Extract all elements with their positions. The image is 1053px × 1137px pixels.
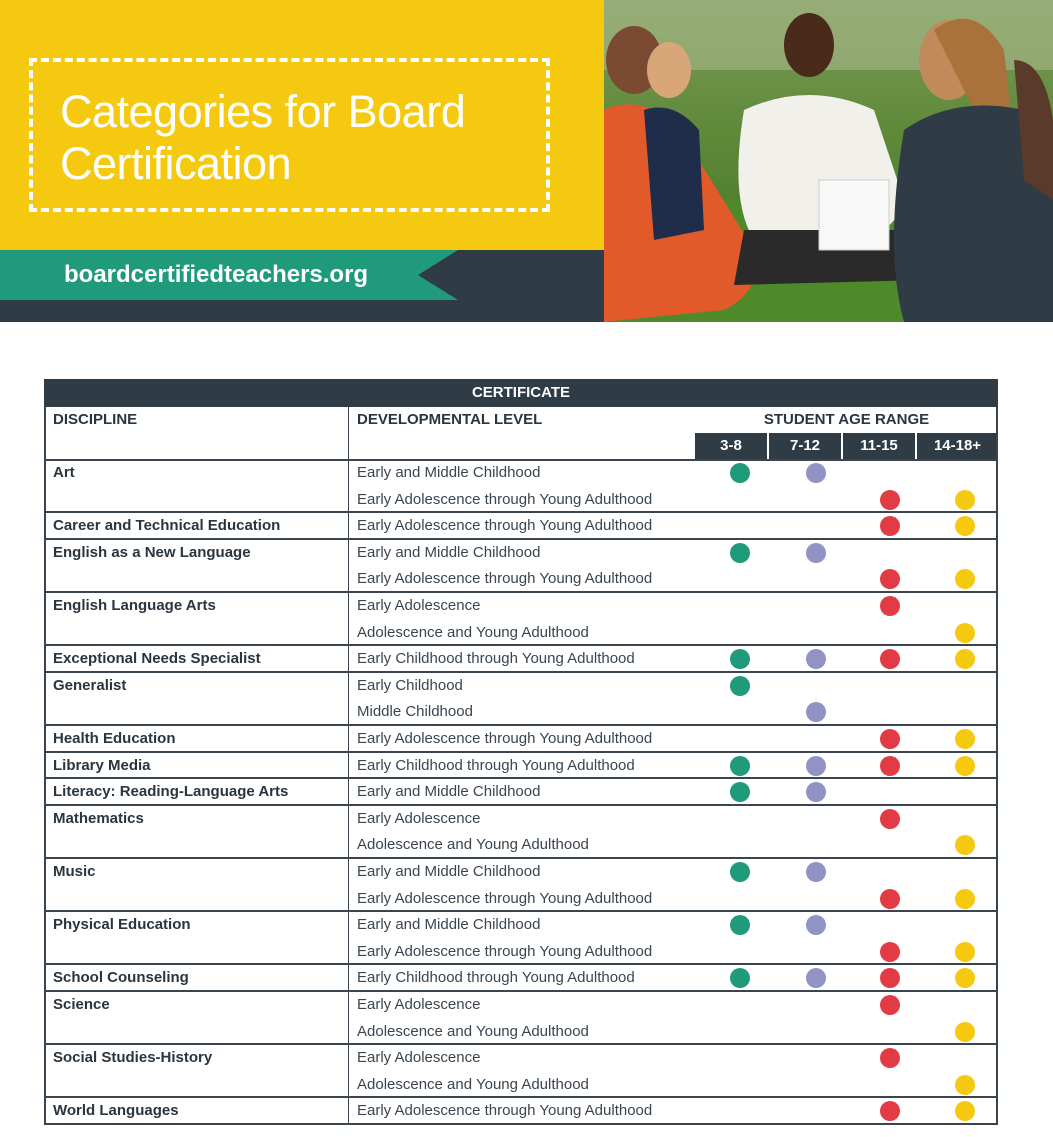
age-dot-7-12 — [806, 649, 826, 669]
developmental-level: Early Adolescence — [357, 996, 481, 1013]
column-divider — [348, 806, 349, 859]
age-dot-14-18+ — [955, 756, 975, 776]
age-dot-14-18+ — [955, 835, 975, 855]
table-row — [44, 726, 998, 753]
developmental-level: Early and Middle Childhood — [357, 783, 541, 801]
column-divider — [348, 912, 349, 965]
table-row — [44, 965, 998, 992]
age-dot-14-18+ — [955, 649, 975, 669]
discipline-name: Music — [53, 863, 96, 880]
title-line-1: Categories for Board — [60, 86, 466, 137]
age-dot-14-18+ — [955, 729, 975, 749]
students-photo — [604, 0, 1053, 322]
developmental-level: Early Childhood — [357, 676, 463, 694]
developmental-level: Early Adolescence through Young Adulthood — [357, 730, 653, 747]
developmental-level: Early Adolescence — [357, 1049, 481, 1067]
table-row — [44, 593, 998, 646]
age-range-14-18+: 14-18+ — [917, 433, 998, 459]
table-row — [44, 513, 998, 540]
table-row — [44, 859, 998, 912]
developmental-level: Early Childhood through Young Adulthood — [357, 756, 635, 774]
age-dot-3-8 — [730, 649, 750, 669]
discipline-name: Literacy: Reading-Language Arts — [53, 783, 289, 801]
age-dot-11-15 — [880, 968, 900, 988]
developmental-level: Early and Middle Childhood — [357, 464, 541, 481]
age-range-3-8: 3-8 — [695, 433, 767, 459]
age-dot-3-8 — [730, 915, 750, 935]
age-dot-7-12 — [806, 968, 826, 988]
age-dot-3-8 — [730, 543, 750, 563]
student-age-range-header: STUDENT AGE RANGE — [763, 411, 930, 428]
age-dot-11-15 — [880, 1048, 900, 1068]
age-dot-11-15 — [880, 649, 900, 669]
table-row — [44, 1098, 998, 1125]
column-divider — [348, 992, 349, 1045]
developmental-level: Early Adolescence through Young Adulthood — [357, 517, 653, 535]
certificate-header: CERTIFICATE — [44, 379, 998, 407]
discipline-name: Library Media — [53, 756, 151, 774]
developmental-level: Adolescence and Young Adulthood — [357, 836, 589, 854]
table-row — [44, 540, 998, 593]
age-dot-14-18+ — [955, 1022, 975, 1042]
age-dot-11-15 — [880, 942, 900, 962]
age-dot-14-18+ — [955, 968, 975, 988]
table-row — [44, 646, 998, 673]
age-dot-7-12 — [806, 702, 826, 722]
header-column-divider — [348, 407, 349, 459]
discipline-name: English as a New Language — [53, 543, 251, 561]
discipline-name: Mathematics — [53, 809, 144, 827]
age-dot-7-12 — [806, 915, 826, 935]
column-divider — [348, 753, 349, 780]
age-dot-11-15 — [880, 729, 900, 749]
developmental-level: Early Adolescence through Young Adulthood — [357, 490, 653, 508]
developmental-level: Early Childhood through Young Adulthood — [357, 650, 635, 668]
table-row — [44, 912, 998, 965]
column-divider — [348, 646, 349, 673]
age-dot-7-12 — [806, 782, 826, 802]
developmental-level-header: DEVELOPMENTAL LEVEL — [357, 411, 543, 428]
age-dot-3-8 — [730, 756, 750, 776]
developmental-level: Early and Middle Childhood — [357, 543, 541, 561]
age-dot-11-15 — [880, 809, 900, 829]
age-range-11-15: 11-15 — [843, 433, 915, 459]
table-row — [44, 460, 998, 513]
age-dot-3-8 — [730, 968, 750, 988]
column-divider — [348, 593, 349, 646]
age-dot-7-12 — [806, 543, 826, 563]
developmental-level: Early Adolescence through Young Adulthood — [357, 570, 653, 588]
age-dot-14-18+ — [955, 490, 975, 510]
age-dot-11-15 — [880, 490, 900, 510]
column-divider — [348, 513, 349, 540]
developmental-level: Adolescence and Young Adulthood — [357, 1075, 589, 1093]
age-dot-11-15 — [880, 516, 900, 536]
website-link[interactable]: boardcertifiedteachers.org — [64, 261, 369, 288]
age-dot-11-15 — [880, 995, 900, 1015]
discipline-name: Career and Technical Education — [53, 517, 281, 535]
age-dot-3-8 — [730, 463, 750, 483]
developmental-level: Middle Childhood — [357, 703, 473, 721]
discipline-name: Generalist — [53, 676, 127, 694]
column-divider — [348, 965, 349, 992]
age-dot-11-15 — [880, 889, 900, 909]
age-dot-14-18+ — [955, 569, 975, 589]
table-row — [44, 1045, 998, 1098]
age-dot-14-18+ — [955, 516, 975, 536]
developmental-level: Early and Middle Childhood — [357, 863, 541, 880]
discipline-name: World Languages — [53, 1102, 179, 1120]
developmental-level: Adolescence and Young Adulthood — [357, 623, 589, 641]
discipline-name: Physical Education — [53, 916, 191, 934]
developmental-level: Early Adolescence through Young Adulthood — [357, 889, 653, 907]
developmental-level: Early Adolescence through Young Adulthood — [357, 1102, 653, 1120]
developmental-level: Early Adolescence — [357, 809, 481, 827]
developmental-level: Early Adolescence — [357, 597, 481, 614]
age-dot-3-8 — [730, 862, 750, 882]
age-dot-3-8 — [730, 676, 750, 696]
column-divider — [348, 1045, 349, 1098]
column-divider — [348, 540, 349, 593]
column-divider — [348, 460, 349, 513]
age-dot-3-8 — [730, 782, 750, 802]
header-banner — [0, 0, 1053, 322]
age-dot-7-12 — [806, 756, 826, 776]
age-dot-11-15 — [880, 756, 900, 776]
outer-right-border — [996, 407, 998, 1125]
table-row — [44, 779, 998, 806]
page-title — [60, 86, 540, 190]
developmental-level: Adolescence and Young Adulthood — [357, 1022, 589, 1040]
column-divider — [348, 1098, 349, 1125]
discipline-name: Social Studies-History — [53, 1049, 213, 1067]
title-line-2: Certification — [60, 138, 292, 189]
column-divider — [348, 779, 349, 806]
table-row — [44, 806, 998, 859]
discipline-name: Art — [53, 464, 75, 481]
age-dot-7-12 — [806, 463, 826, 483]
developmental-level: Early Childhood through Young Adulthood — [357, 969, 635, 987]
age-dot-14-18+ — [955, 1101, 975, 1121]
discipline-name: Science — [53, 996, 110, 1013]
column-divider — [348, 673, 349, 726]
table-row — [44, 673, 998, 726]
developmental-level: Early Adolescence through Young Adulthood — [357, 942, 653, 960]
age-dot-14-18+ — [955, 942, 975, 962]
table-row — [44, 992, 998, 1045]
outer-left-border — [44, 407, 46, 1125]
age-range-7-12: 7-12 — [769, 433, 841, 459]
discipline-name: English Language Arts — [53, 597, 216, 614]
developmental-level: Early and Middle Childhood — [357, 916, 541, 934]
age-dot-11-15 — [880, 1101, 900, 1121]
age-dot-7-12 — [806, 862, 826, 882]
discipline-name: Health Education — [53, 730, 176, 747]
age-dot-14-18+ — [955, 889, 975, 909]
discipline-name: School Counseling — [53, 969, 189, 987]
age-dot-14-18+ — [955, 623, 975, 643]
age-dot-11-15 — [880, 596, 900, 616]
column-divider — [348, 859, 349, 912]
age-dot-11-15 — [880, 569, 900, 589]
column-divider — [348, 726, 349, 753]
table-row — [44, 753, 998, 780]
discipline-name: Exceptional Needs Specialist — [53, 650, 261, 668]
discipline-header: DISCIPLINE — [53, 411, 138, 428]
age-dot-14-18+ — [955, 1075, 975, 1095]
